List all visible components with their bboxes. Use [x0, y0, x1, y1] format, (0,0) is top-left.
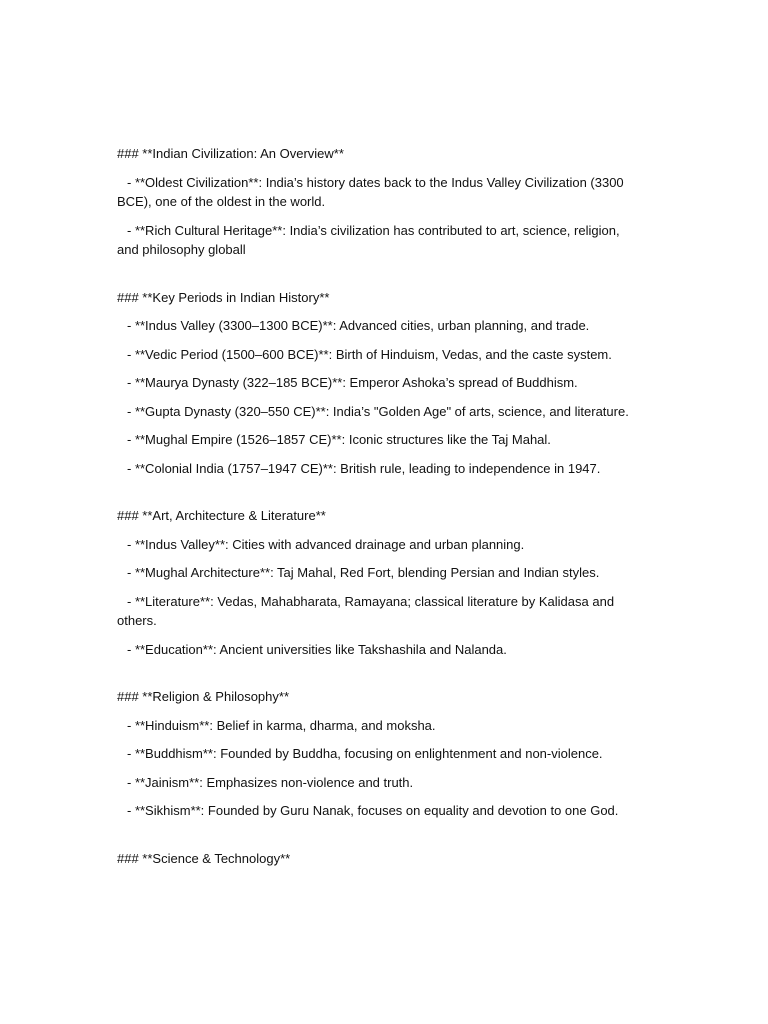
section-heading: ### **Art, Architecture & Literature** — [117, 508, 326, 523]
list-item: - **Mughal Architecture**: Taj Mahal, Red Fort, blending Persian and Indian styles. — [127, 565, 600, 580]
list-item: - **Sikhism**: Founded by Guru Nanak, focuses on equality and devotion to one God. — [127, 803, 619, 818]
section-art-architecture — [117, 506, 637, 659]
list-item: - **Maurya Dynasty (322–185 BCE)**: Emperor Ashoka’s spread of Buddhism. — [127, 375, 578, 390]
list-item: - **Indus Valley**: Cities with advanced drainage and urban planning. — [127, 536, 525, 552]
list-item: - **Oldest Civilization**: India’s history dates back to the Indus Valley Civilization (3300 BCE), one of the oldest in the world. — [117, 174, 624, 209]
section-religion — [117, 687, 637, 821]
section-heading: ### **Religion & Philosophy** — [117, 689, 290, 704]
list-item: - **Buddhism**: Founded by Buddha, focusing on enlightenment and non-violence. — [127, 746, 603, 761]
list-item: - **Gupta Dynasty (320–550 CE)**: India’s "Golden Age" of arts, science, and literature. — [127, 403, 629, 419]
list-item: - **Jainism**: Emphasizes non-violence and truth. — [127, 774, 414, 790]
list-item: - **Mughal Empire (1526–1857 CE)**: Iconic structures like the Taj Mahal. — [127, 432, 551, 447]
list-item: - **Rich Cultural Heritage**: India’s civilization has contributed to art, science, religion, and philosophy globall — [117, 222, 620, 257]
list-item: - **Indus Valley (3300–1300 BCE)**: Advanced cities, urban planning, and trade. — [127, 318, 590, 333]
section-science — [117, 849, 637, 869]
list-item: - **Colonial India (1757–1947 CE)**: British rule, leading to independence in 1947. — [127, 460, 601, 476]
section-heading: ### **Key Periods in Indian History** — [117, 289, 330, 305]
list-item: - **Education**: Ancient universities like Takshashila and Nalanda. — [127, 641, 507, 657]
section-key-periods — [117, 288, 637, 479]
list-item: - **Hinduism**: Belief in karma, dharma, and moksha. — [127, 717, 436, 733]
section-overview — [117, 144, 637, 260]
section-heading: ### **Indian Civilization: An Overview** — [117, 146, 344, 161]
list-item: - **Vedic Period (1500–600 BCE)**: Birth of Hinduism, Vedas, and the caste system. — [127, 346, 612, 362]
document-page — [117, 144, 637, 896]
list-item: - **Literature**: Vedas, Mahabharata, Ramayana; classical literature by Kalidasa and others. — [117, 593, 615, 628]
section-heading: ### **Science & Technology** — [117, 850, 291, 866]
